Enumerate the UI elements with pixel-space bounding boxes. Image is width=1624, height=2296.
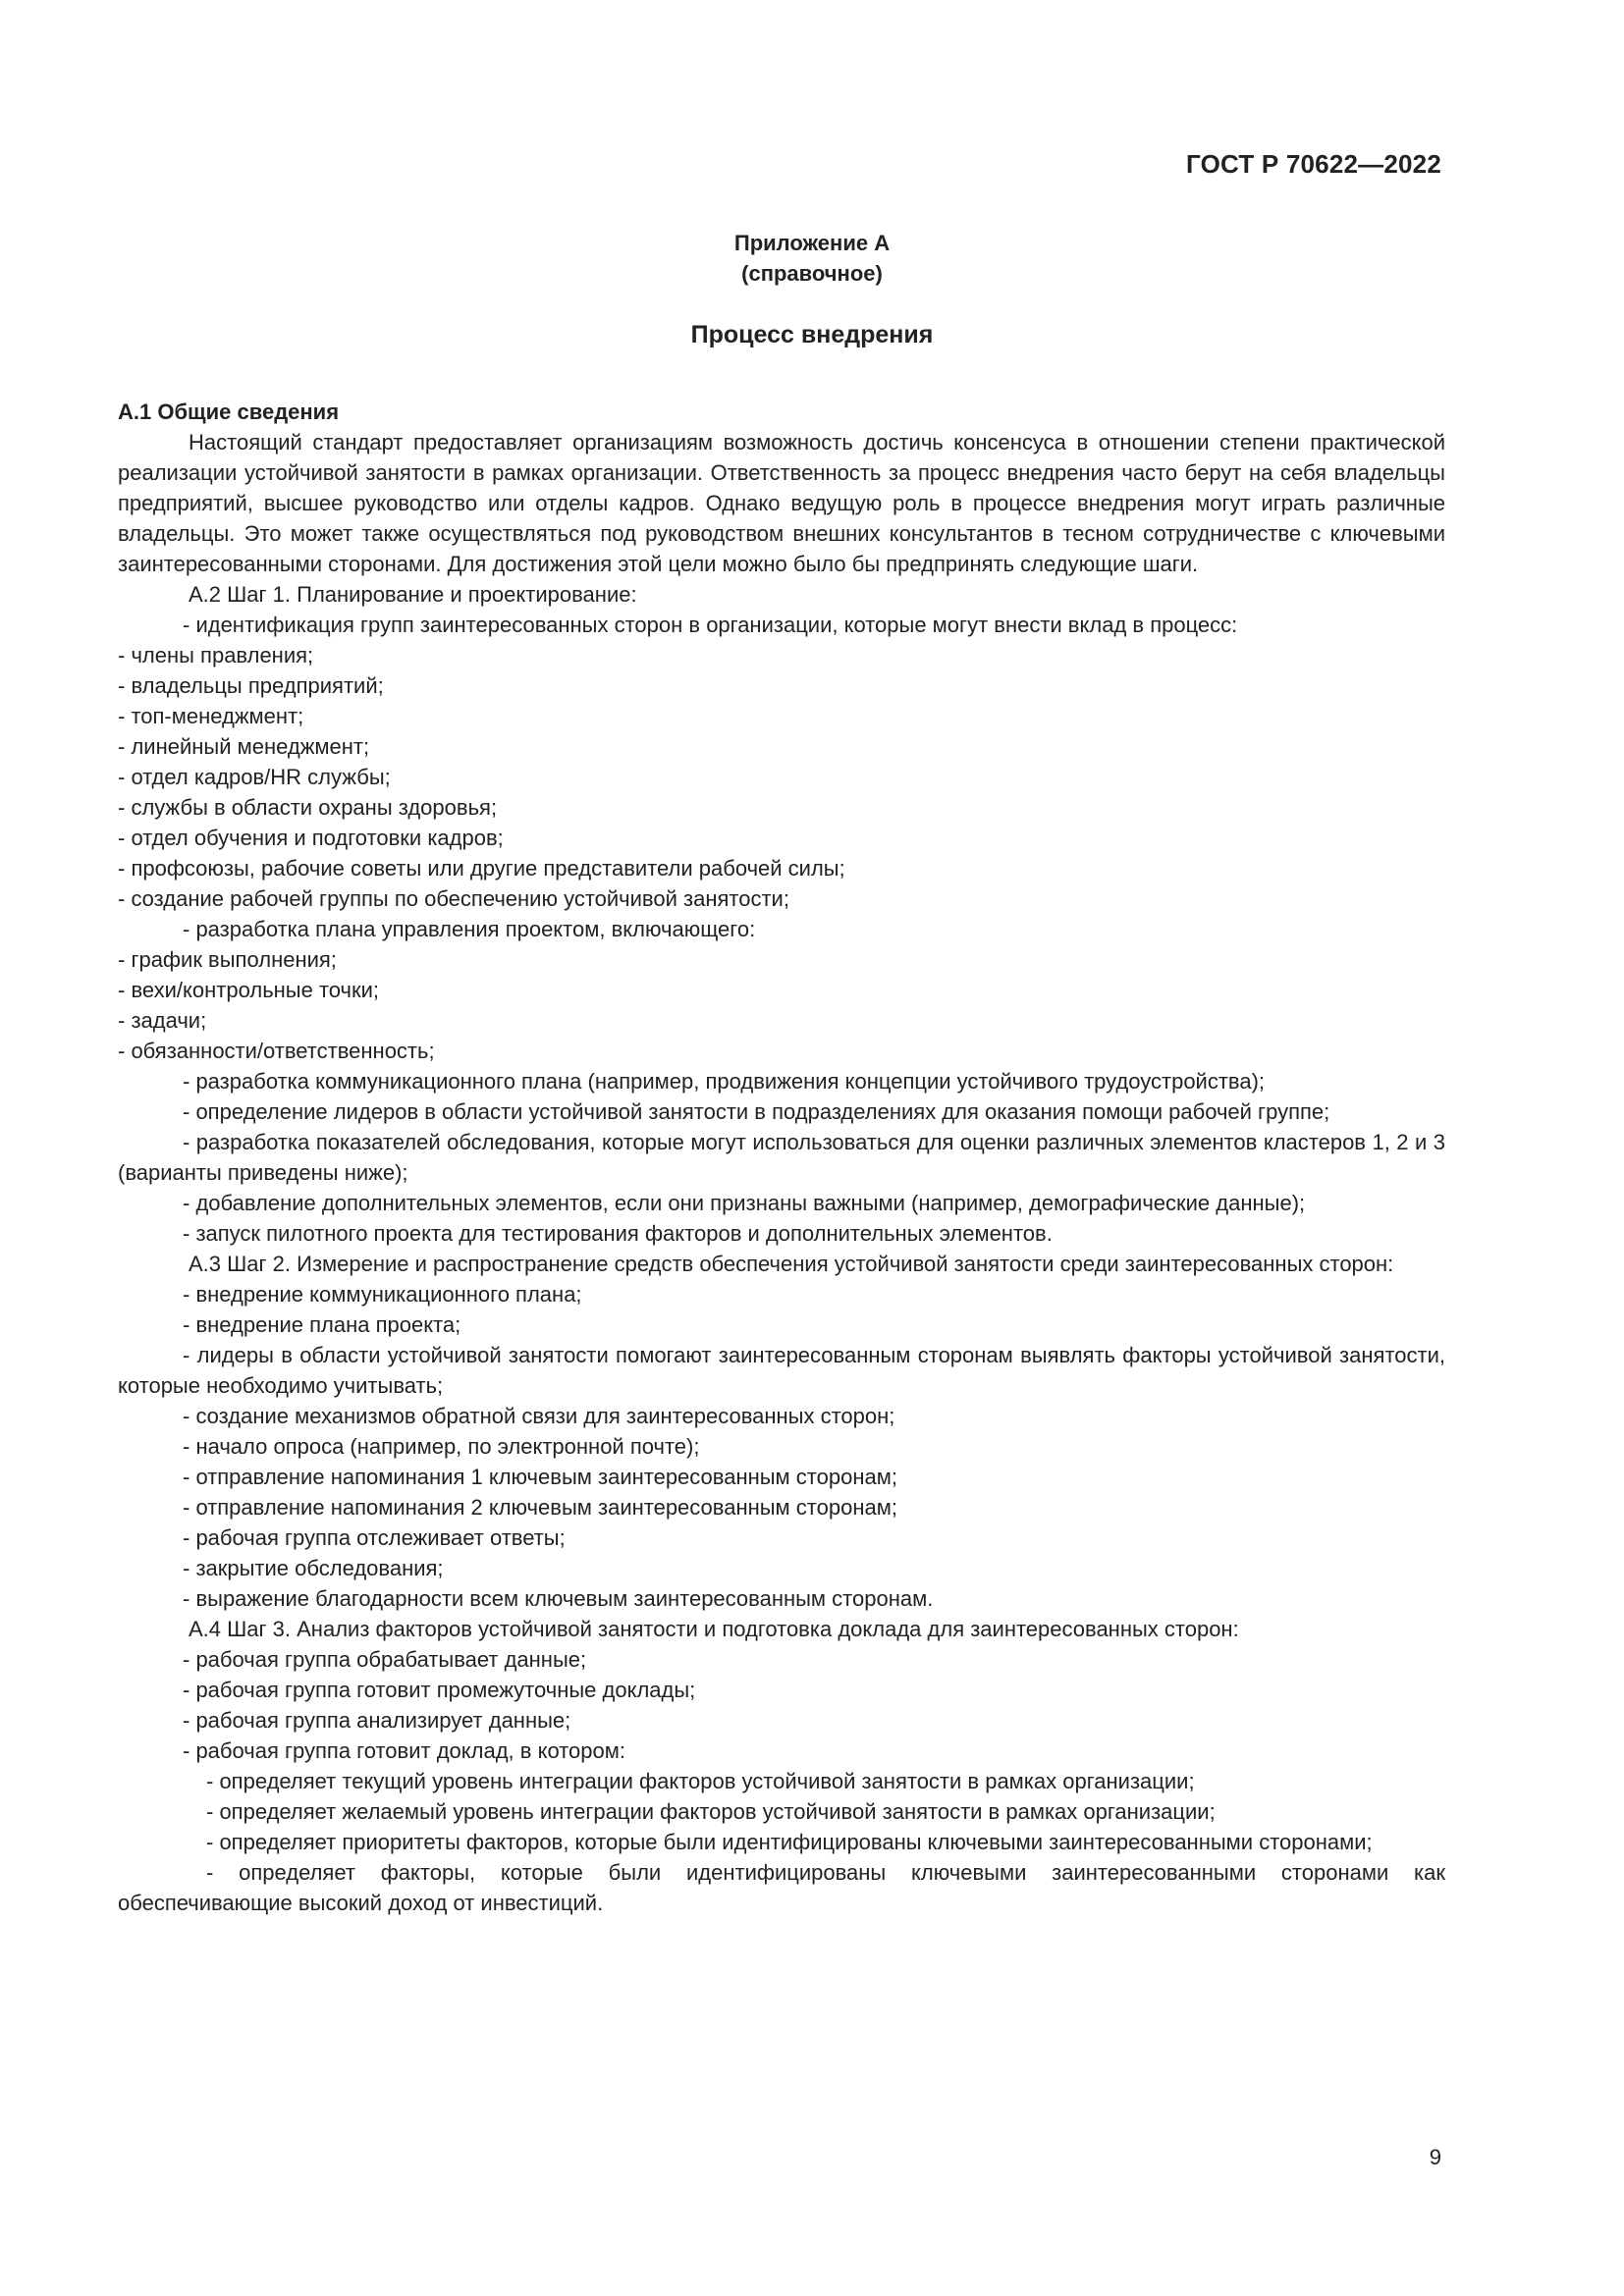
document-body (118, 397, 1445, 1918)
list-item: - разработка показателей обследования, которые могут использоваться для оценки различных элементов кластеров 1, 2 и 3 (варианты приведены ниже); (118, 1130, 1445, 1185)
annex-heading (0, 228, 1624, 289)
subheading: А.1 Общие сведения (118, 400, 340, 424)
list-item: - профсоюзы, рабочие советы или другие представители рабочей силы; (118, 856, 845, 881)
list-item: - выражение благодарности всем ключевым заинтересованным сторонам. (183, 1586, 934, 1611)
list-item: - лидеры в области устойчивой занятости помогают заинтересованным сторонам выявлять факторы устойчивой занятости, которые необходимо учитывать; (118, 1343, 1445, 1398)
list-item: - разработка коммуникационного плана (например, продвижения концепции устойчивого трудоустройства); (183, 1069, 1266, 1094)
annex-label: Приложение А (733, 231, 891, 255)
annex-type: (справочное) (741, 261, 883, 286)
list-item: - разработка плана управления проектом, включающего: (183, 917, 756, 941)
list-item: - топ-менеджмент; (118, 704, 304, 728)
list-item: - идентификация групп заинтересованных сторон в организации, которые могут внести вклад в процесс: (183, 613, 1238, 637)
list-item: - линейный менеджмент; (118, 734, 370, 759)
list-item: - определяет факторы, которые были идентифицированы ключевыми заинтересованными сторонами как обеспечивающие высокий доход от инвестиций. (118, 1860, 1445, 1915)
list-item: - определяет текущий уровень интеграции факторов устойчивой занятости в рамках организации; (206, 1769, 1195, 1793)
list-item: - отправление напоминания 1 ключевым заинтересованным сторонам; (183, 1465, 897, 1489)
list-item: - определяет желаемый уровень интеграции факторов устойчивой занятости в рамках организации; (206, 1799, 1216, 1824)
intro-paragraph: Настоящий стандарт предоставляет организациям возможность достичь консенсуса в отношении степени практической реализации устойчивой занятости в рамках организации. Ответственность за процесс внедрения часто берут на себя владельцы предприятий, высшее руководство или отделы кадров. Однако ведущую роль в процессе внедрения могут играть различные владельцы. Это может также осуществляться под руководством внешних консультантов в тесном сотрудничестве с ключевыми заинтересованными сторонами. Для достижения этой цели можно было бы предпринять следующие шаги. (118, 430, 1445, 576)
step2-heading: А.3 Шаг 2. Измерение и распространение средств обеспечения устойчивой занятости среди заинтересованных сторон: (189, 1252, 1394, 1276)
list-item: - вехи/контрольные точки; (118, 978, 380, 1002)
list-item: - владельцы предприятий; (118, 673, 384, 698)
step1-heading: А.2 Шаг 1. Планирование и проектирование: (189, 582, 637, 607)
list-item: - определяет приоритеты факторов, которые были идентифицированы ключевыми заинтересованными сторонами; (206, 1830, 1373, 1854)
section-title: Процесс внедрения (690, 321, 934, 348)
list-item: - рабочая группа обрабатывает данные; (183, 1647, 587, 1672)
page-number: 9 (1429, 2145, 1441, 2169)
list-item: - задачи; (118, 1008, 207, 1033)
list-item: - обязанности/ответственность; (118, 1039, 435, 1063)
list-item: - отдел обучения и подготовки кадров; (118, 826, 504, 850)
list-item: - добавление дополнительных элементов, если они признаны важными (например, демографические данные); (183, 1191, 1306, 1215)
list-item: - закрытие обследования; (183, 1556, 444, 1580)
list-item: - рабочая группа отслеживает ответы; (183, 1525, 566, 1550)
list-item: - начало опроса (например, по электронной почте); (183, 1434, 700, 1459)
list-item: - рабочая группа готовит промежуточные доклады; (183, 1678, 696, 1702)
list-item: - определение лидеров в области устойчивой занятости в подразделениях для оказания помощи рабочей группе; (183, 1099, 1330, 1124)
list-item: - рабочая группа анализирует данные; (183, 1708, 571, 1733)
list-item: - создание рабочей группы по обеспечению устойчивой занятости; (118, 886, 789, 911)
step3-heading: А.4 Шаг 3. Анализ факторов устойчивой занятости и подготовка доклада для заинтересованных сторон: (189, 1617, 1239, 1641)
list-item: - создание механизмов обратной связи для заинтересованных сторон; (183, 1404, 895, 1428)
list-item: - внедрение плана проекта; (183, 1312, 461, 1337)
list-item: - члены правления; (118, 643, 314, 667)
list-item: - службы в области охраны здоровья; (118, 795, 498, 820)
list-item: - запуск пилотного проекта для тестирования факторов и дополнительных элементов. (183, 1221, 1053, 1246)
document-code: ГОСТ Р 70622—2022 (1186, 149, 1441, 179)
list-item: - внедрение коммуникационного плана; (183, 1282, 582, 1307)
list-item: - график выполнения; (118, 947, 337, 972)
list-item: - отдел кадров/HR службы; (118, 765, 391, 789)
list-item: - отправление напоминания 2 ключевым заинтересованным сторонам; (183, 1495, 897, 1520)
list-item: - рабочая группа готовит доклад, в котором: (183, 1738, 625, 1763)
